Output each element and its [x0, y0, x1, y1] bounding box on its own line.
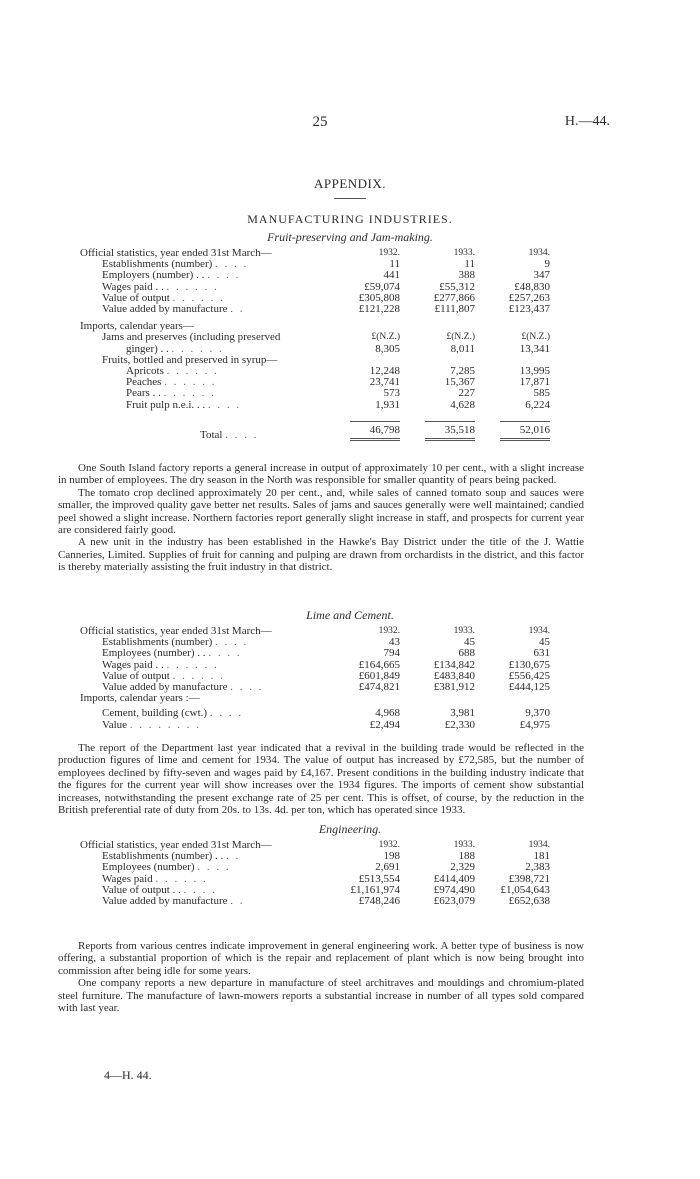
cell-1932: 8,305 [375, 342, 400, 355]
row-label: Peaches [126, 376, 162, 389]
table-row [80, 400, 550, 411]
row-label: Wages paid . . [102, 658, 164, 671]
cell-1932: 198 [383, 850, 400, 863]
engineering-commentary [58, 940, 584, 1014]
row-label: Value added by manufacture [102, 895, 228, 908]
leader-dots: . . . . [230, 681, 264, 694]
row-label: Value of output . . [102, 883, 181, 896]
cell-1932: 12,248 [369, 365, 400, 378]
total-row [80, 411, 550, 441]
row-label: Employees (number) [102, 861, 195, 874]
row-label: Establishments (number) . . [102, 850, 224, 863]
cell-1932: 11 [389, 258, 400, 271]
footer-reference: 4—H. 44. [104, 1068, 152, 1082]
leader-dots: . . . . . . [172, 291, 225, 304]
paragraph: One South Island factory reports a general increase in output of approximately 10 per cent., with a slight increase in number of employees. The dry season in the North was responsible for smaller quantity of pears being packed. [58, 462, 584, 487]
cell-1934: 631 [533, 647, 550, 660]
cell-1934: 2,383 [525, 861, 550, 874]
row-label: Pears . . [126, 387, 161, 400]
section-title: MANUFACTURING INDUSTRIES. [247, 212, 453, 226]
leader-dots: . . . . . . [172, 669, 225, 682]
row-label: Fruit pulp n.e.i. . . [126, 398, 206, 411]
title-rule [334, 198, 366, 199]
cell-1934: £556,425 [508, 669, 550, 682]
table-row [80, 896, 550, 907]
cell-1933: £134,842 [433, 658, 475, 671]
row-label: Wages paid [102, 872, 153, 885]
leader-dots: . . . . [207, 269, 241, 282]
paragraph: One company reports a new departure in manufacture of steel architraves and mouldings and chromium-plated steel furniture. The manufacture of lawn-mowers reports a substantial increase in number of all types sold compared with last year. [58, 977, 584, 1015]
leader-dots: . . [226, 850, 241, 863]
appendix-title: APPENDIX. [313, 176, 387, 191]
cell-1933: £623,079 [433, 895, 475, 908]
cell-1933: £414,409 [433, 872, 475, 885]
engineering-table [80, 840, 550, 907]
year-heading: 1934. [528, 248, 550, 258]
cell-1933: £483,840 [433, 669, 475, 682]
lime-commentary [58, 742, 584, 816]
leader-dots: . . . . . . [163, 387, 216, 400]
lime-table [80, 626, 550, 731]
cell-1934: £444,125 [508, 681, 550, 694]
year-heading: 1932. [378, 248, 400, 258]
cell-1933: 15,367 [444, 376, 475, 389]
row-label: Establishments (number) [102, 636, 213, 649]
imports-label: Imports, calendar years :— [80, 692, 200, 705]
cell-1933: 8,011 [450, 342, 475, 355]
table-row [80, 304, 550, 315]
official-label: Official statistics, year ended 31st March— [80, 625, 272, 637]
page-header [0, 114, 700, 134]
cell-1932: £2,494 [369, 718, 400, 731]
cell-1934: £123,437 [508, 303, 550, 316]
row-label: Value of output [102, 291, 170, 304]
document-reference: H.—44. [564, 114, 610, 129]
cell-1932: 43 [389, 636, 400, 649]
leader-dots: . . . . . . [166, 658, 219, 671]
cell-1933: £381,912 [433, 681, 475, 694]
total-1932: 46,798 [350, 421, 400, 441]
cell-1933: 2,329 [450, 861, 475, 874]
year-heading: 1932. [378, 840, 400, 850]
paragraph: The tomato crop declined approximately 20 per cent., and, while sales of canned tomato soup and sauces were smaller, the improved quality gave better net results. Sales of jams and sauces generally were well maintained; candied peel showed a slight increase. Northern factories report generally slight increase in staff, and prospects for current year are considered fairly good. [58, 486, 584, 537]
leader-dots: . . . . [209, 707, 244, 720]
row-label: Wages paid . . [102, 280, 164, 293]
cell-1934: £48,830 [514, 280, 550, 293]
leader-dots: . . . . [215, 636, 249, 649]
row-label: ginger) . . [126, 342, 169, 355]
cell-1934: £130,675 [508, 658, 550, 671]
leader-dots: . . [230, 895, 245, 908]
leader-dots: . . . . [208, 647, 242, 660]
table-row [80, 720, 550, 731]
cell-1934: £652,638 [508, 895, 550, 908]
fruit-commentary [58, 462, 584, 574]
cell-1932: £748,246 [358, 895, 400, 908]
cell-1934: 9,370 [525, 707, 550, 720]
cell-1933: 11 [464, 258, 475, 271]
lime-subtitle: Lime and Cement. [306, 608, 394, 622]
leader-dots: . . . . . . [155, 872, 208, 885]
cell-1932: 4,968 [375, 707, 400, 720]
year-heading: 1932. [378, 626, 400, 636]
cell-1932: 1,931 [375, 398, 400, 411]
leader-dots: . . . . . . [171, 342, 224, 355]
leader-dots: . . . . [183, 883, 217, 896]
row-label: Employers (number) . . [102, 269, 205, 282]
cell-1934: £1,054,643 [500, 883, 550, 896]
cell-1932: £59,074 [364, 280, 400, 293]
official-label: Official statistics, year ended 31st March— [80, 839, 272, 851]
cell-1934: 6,224 [525, 398, 550, 411]
cell-1933: £2,330 [444, 718, 475, 731]
total-1934: 52,016 [500, 421, 550, 441]
row-label: Cement, building (cwt.) [102, 707, 208, 720]
row-label: Employees (number) . . [102, 647, 206, 660]
currency-label: £(N.Z.) [521, 332, 550, 343]
cell-1933: 227 [458, 387, 475, 400]
currency-label: £(N.Z.) [446, 332, 475, 343]
cell-1933: £111,807 [434, 303, 475, 316]
row-label: Value [102, 718, 128, 731]
leader-dots: . . . . . . [164, 376, 217, 389]
cell-1932: £601,849 [358, 669, 400, 682]
fruit-subtitle: Fruit-preserving and Jam-making. [267, 230, 433, 244]
leader-dots: . . . . . . . . [129, 718, 202, 731]
page-number: 25 [312, 114, 328, 130]
cell-1934: 13,995 [519, 365, 550, 378]
cell-1933: 45 [464, 636, 475, 649]
cell-1934: £398,721 [508, 872, 550, 885]
table-row [80, 704, 550, 719]
cell-1933: 688 [458, 647, 475, 660]
cell-1933: £277,866 [433, 291, 475, 304]
leader-dots: . . . . [215, 258, 249, 271]
paragraph: Reports from various centres indicate improvement in general engineering work. A better type of business is now offering, a substantial proportion of which is the repair and replacement of plant which is now being brought into commission after being idle for some years. [58, 940, 584, 977]
cell-1934: 585 [533, 387, 550, 400]
imports-heading-row [80, 693, 550, 704]
cell-1932: £121,228 [358, 303, 400, 316]
cell-1933: 3,981 [450, 707, 475, 720]
row-label: Value added by manufacture [102, 681, 228, 694]
row-label: Apricots [126, 365, 164, 378]
official-label: Official statistics, year ended 31st March— [80, 247, 272, 259]
cell-1933: 4,628 [450, 398, 475, 411]
cell-1934: 181 [533, 850, 550, 863]
leader-dots: . . . . . . [166, 280, 219, 293]
fruits-label: Fruits, bottled and preserved in syrup— [102, 353, 278, 366]
cell-1933: £974,490 [433, 883, 475, 896]
cell-1934: £257,263 [508, 291, 550, 304]
year-heading: 1933. [453, 626, 475, 636]
imports-label: Imports, calendar years— [80, 320, 194, 333]
leader-dots: . . . . [225, 428, 259, 441]
cell-1932: £164,665 [358, 658, 400, 671]
cell-1932: £305,808 [358, 291, 400, 304]
cell-1934: £4,975 [519, 718, 550, 731]
paragraph: A new unit in the industry has been established in the Hawke's Bay District under the title of the J. Wattie Canneries, Limited. Supplies of fruit for canning and pulping are drawn from orchardists in the district, and this factor is thereby materially assisting the fruit industry in that district. [58, 536, 584, 574]
cell-1934: 17,871 [519, 376, 550, 389]
row-label: Value of output [102, 669, 170, 682]
currency-label: £(N.Z.) [371, 332, 400, 343]
cell-1933: 188 [458, 850, 475, 863]
cell-1934: 13,341 [519, 342, 550, 355]
leader-dots: . . . . [197, 861, 231, 874]
leader-dots: . . . . . . [166, 365, 219, 378]
cell-1932: £513,554 [358, 872, 400, 885]
year-heading: 1933. [453, 840, 475, 850]
year-heading: 1933. [453, 248, 475, 258]
engineering-subtitle: Engineering. [318, 822, 382, 836]
total-1933: 35,518 [425, 421, 475, 441]
cell-1934: 9 [544, 258, 550, 271]
cell-1932: 2,691 [375, 861, 400, 874]
year-heading: 1934. [528, 626, 550, 636]
cell-1932: 23,741 [369, 376, 400, 389]
fruit-table [80, 248, 550, 441]
cell-1934: 347 [533, 269, 550, 282]
cell-1934: 45 [539, 636, 550, 649]
cell-1932: 794 [383, 647, 400, 660]
leader-dots: . . [230, 303, 245, 316]
cell-1932: £474,821 [358, 681, 400, 694]
cell-1933: £55,312 [439, 280, 475, 293]
cell-1932: 573 [383, 387, 400, 400]
cell-1933: 7,285 [450, 365, 475, 378]
paragraph: The report of the Department last year indicated that a revival in the building trade would be reflected in the production figures of lime and cement for 1934. The value of output has increased by £72,585, but the number of employees declined by fifty-seven and wages paid by £4,167. Present conditions in the building industry indicate that the figures for the current year will show increases over the 1934 figures. The imports of cement show substantial increases, notwithstanding the present exchange rate of 25 per cent. This is offset, of course, by the reduction in the British preferential rate of duty from 20s. to 13s. 4d. per ton, which has operated since 1933. [58, 742, 584, 817]
total-label: Total [200, 428, 223, 441]
year-heading: 1934. [528, 840, 550, 850]
cell-1933: 388 [458, 269, 475, 282]
row-label: Establishments (number) [102, 258, 213, 271]
cell-1932: 441 [383, 269, 400, 282]
row-label: Value added by manufacture [102, 303, 228, 316]
cell-1932: £1,161,974 [350, 883, 400, 896]
imports-heading-row [80, 315, 550, 332]
leader-dots: . . . . [207, 398, 242, 411]
jams-label-line-1: Jams and preserves (including preserved [102, 331, 281, 344]
